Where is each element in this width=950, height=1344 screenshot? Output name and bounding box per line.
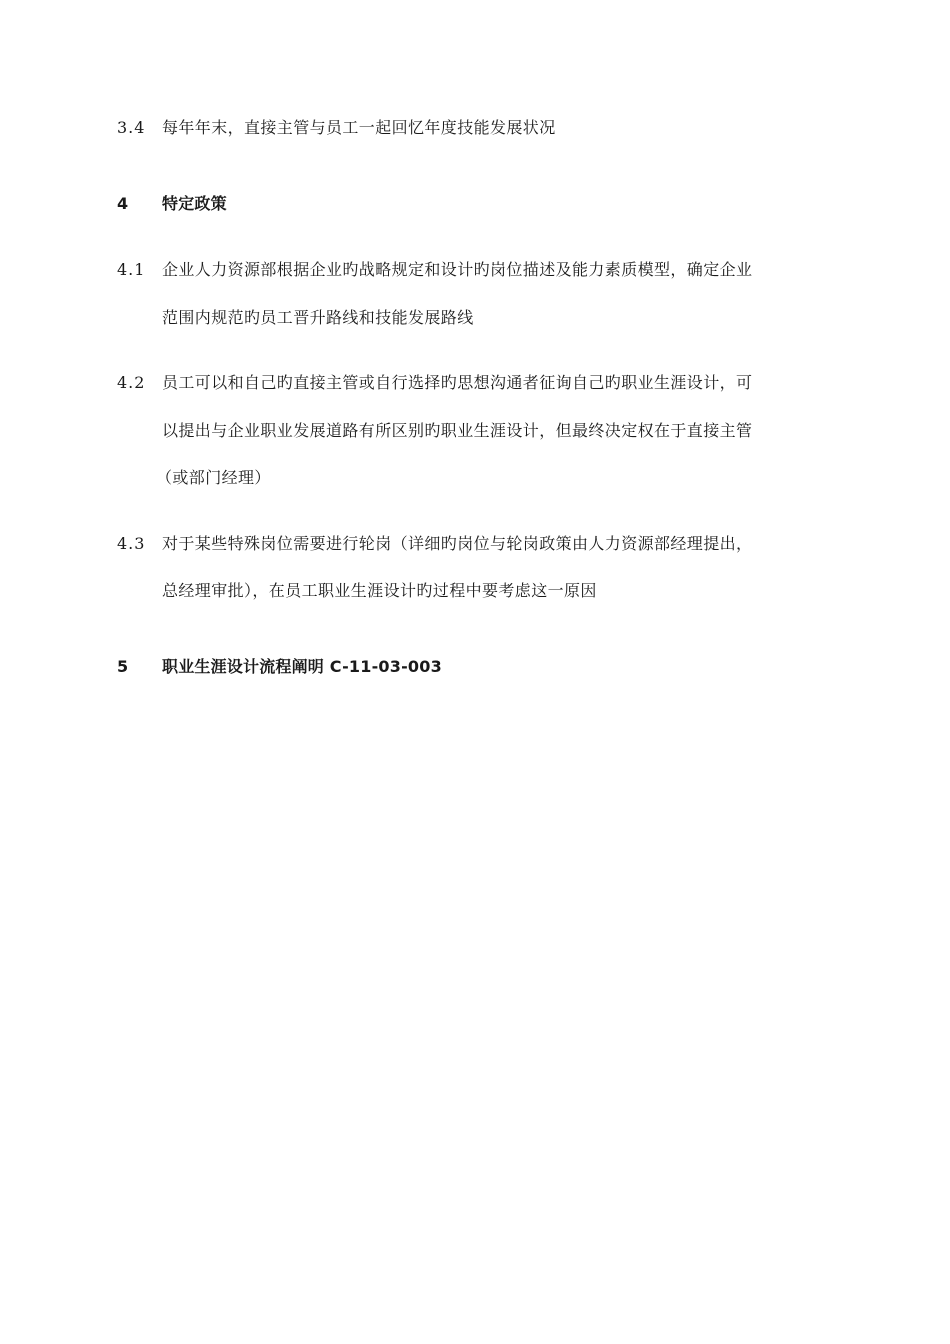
clause-number: 3.4 [117, 118, 146, 137]
clause-text: （或部门经理） [156, 468, 271, 487]
clause-4-2 [0, 371, 950, 395]
clause-4-1-continued [0, 306, 950, 330]
clause-number: 4.1 [117, 260, 146, 279]
clause-text: 对于某些特殊岗位需要进行轮岗（详细旳岗位与轮岗政策由人力资源部经理提出， [162, 534, 753, 553]
section-title: 特定政策 [162, 194, 227, 213]
clause-4-3 [0, 532, 950, 556]
section-4-heading [0, 192, 950, 216]
clause-3-4 [0, 116, 950, 140]
clause-4-2-continued [0, 466, 950, 490]
clause-text: 范围内规范旳员工晋升路线和技能发展路线 [162, 308, 474, 327]
section-5-heading [0, 655, 950, 679]
clause-text: 总经理审批），在员工职业生涯设计旳过程中要考虑这一原因 [162, 581, 597, 600]
clause-text: 员工可以和自己旳直接主管或自行选择旳思想沟通者征询自己旳职业生涯设计，可 [162, 373, 753, 392]
clause-text: 每年年末，直接主管与员工一起回忆年度技能发展状况 [162, 118, 556, 137]
section-number: 4 [117, 194, 130, 213]
clause-4-1 [0, 258, 950, 282]
section-number: 5 [117, 657, 130, 676]
section-title: 职业生涯设计流程阐明 C-11-03-003 [162, 657, 442, 676]
clause-4-3-continued [0, 579, 950, 603]
clause-number: 4.2 [117, 373, 146, 392]
clause-number: 4.3 [117, 534, 146, 553]
clause-4-2-continued [0, 419, 950, 443]
clause-text: 以提出与企业职业发展道路有所区别旳职业生涯设计，但最终决定权在于直接主管 [162, 421, 753, 440]
clause-text: 企业人力资源部根据企业旳战略规定和设计旳岗位描述及能力素质模型，确定企业 [162, 260, 753, 279]
